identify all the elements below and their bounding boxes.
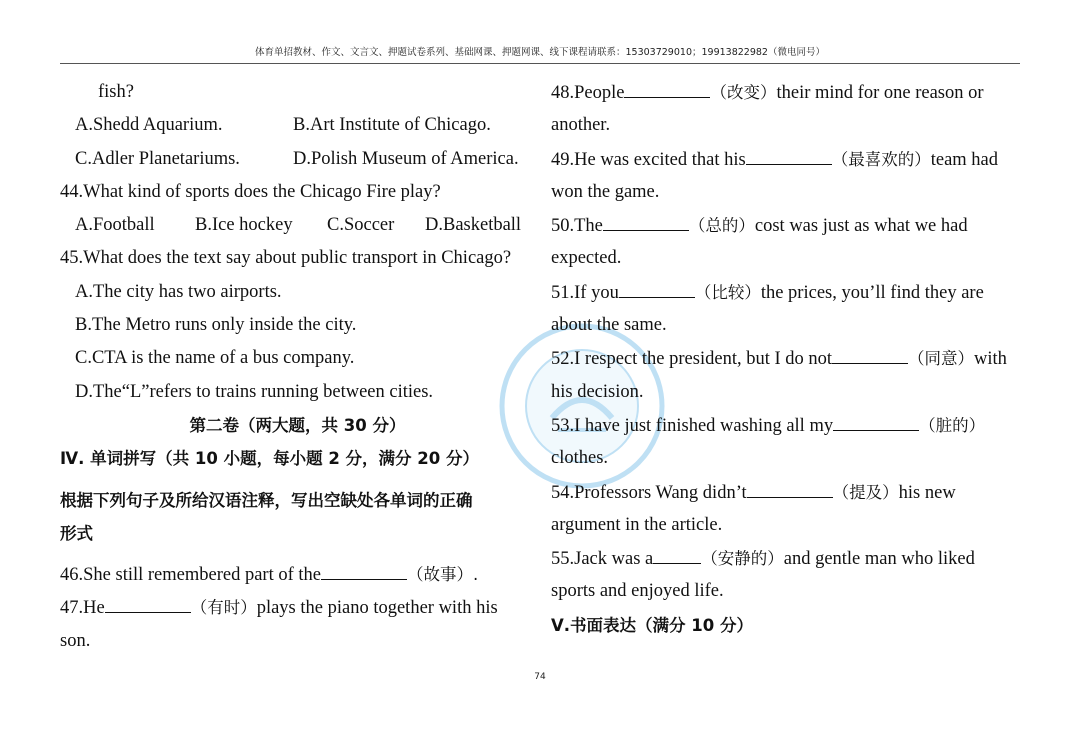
question-50-cont: expected. [551, 248, 622, 269]
question-text: plays the piano together with his [256, 598, 498, 619]
question-48-cont: another. [551, 115, 611, 136]
question-text: 52.I respect the president, but I do not [551, 349, 833, 370]
chinese-hint: （提及） [832, 482, 899, 502]
question-45: 45.What does the text say about public transport in Chicago? [60, 248, 512, 269]
answer-blank[interactable] [746, 146, 832, 165]
question-text: 54.Professors Wang didn’t [551, 482, 747, 503]
answer-blank[interactable] [833, 412, 919, 431]
question-text: 48.People [551, 83, 625, 103]
question-52-cont: his decision. [551, 381, 644, 402]
chinese-hint: （总的） [688, 216, 755, 236]
question-text: and gentle man who liked [783, 549, 975, 570]
instructions-cont: 形式 [60, 523, 93, 543]
answer-blank[interactable] [832, 345, 908, 364]
question-51-cont: about the same. [551, 315, 667, 336]
question-48 [551, 76, 1026, 109]
option-d: D.Polish Museum of America. [293, 148, 519, 169]
right-column [551, 76, 1026, 642]
question-53 [551, 409, 1026, 442]
question-55 [551, 542, 1026, 575]
option-d: D.Basketball [425, 215, 522, 236]
answer-blank[interactable] [105, 594, 191, 613]
question-text: 49.He was excited that his [551, 149, 746, 170]
chinese-hint: （改变） [710, 83, 777, 102]
chinese-hint: （最喜欢的） [831, 149, 931, 169]
answer-options [60, 109, 535, 142]
question-47 [60, 591, 535, 624]
instructions: 根据下列句子及所给汉语注释，写出空缺处各单词的正确 [60, 490, 473, 510]
question-text: cost was just as what we had [754, 216, 968, 237]
option-c: C.Soccer [327, 215, 395, 236]
option-b: B.Ice hockey [195, 215, 293, 236]
question-52 [551, 342, 1026, 375]
question-text: the prices, you’ll find they are [760, 282, 984, 303]
page-number: 74 [534, 672, 546, 682]
option-a: A.Shedd Aquarium. [75, 115, 223, 136]
answer-blank[interactable] [603, 212, 689, 231]
question-55-cont: sports and enjoyed life. [551, 581, 724, 602]
question-text: 53.I have just finished washing all my [551, 415, 834, 436]
answer-blank[interactable] [624, 79, 710, 98]
question-47-cont: son. [60, 630, 91, 651]
chinese-hint: （比较） [694, 282, 761, 302]
question-text: 50.The [551, 216, 603, 237]
answer-options [60, 143, 535, 176]
question-text: their mind for one reason or [776, 83, 984, 103]
answer-blank[interactable] [321, 561, 407, 580]
chinese-hint: （安静的） [701, 549, 784, 569]
question-text: 55.Jack was a [551, 549, 654, 570]
answer-blank[interactable] [747, 479, 833, 498]
section-five-title: Ⅴ.书面表达（满分 10 分） [551, 615, 753, 635]
question-54-cont: argument in the article. [551, 514, 723, 535]
question-line: fish? [98, 82, 134, 102]
chinese-hint: （有时） [190, 598, 257, 618]
answer-blank[interactable] [619, 279, 695, 298]
question-50 [551, 209, 1026, 242]
question-text: with [974, 349, 1007, 370]
question-49-cont: won the game. [551, 181, 660, 202]
option-c: C.CTA is the name of a bus company. [75, 348, 355, 369]
chinese-hint: （脏的） [919, 415, 986, 435]
option-a: A.The city has two airports. [75, 281, 282, 302]
section-four-title: Ⅳ. 单词拼写（共 10 小题，每小题 2 分，满分 20 分） [60, 449, 480, 469]
question-text: 51.If you [551, 282, 619, 303]
option-b: B.Art Institute of Chicago. [293, 115, 491, 136]
answer-options [60, 209, 535, 242]
answer-blank[interactable] [653, 545, 701, 564]
chinese-hint: （故事）. [406, 565, 479, 585]
option-d: D.The“L”refers to trains running between cities. [75, 381, 434, 402]
left-column [60, 76, 535, 658]
question-text: his new [898, 482, 956, 503]
chinese-hint: （同意） [908, 349, 975, 369]
question-44: 44.What kind of sports does the Chicago Fire play? [60, 181, 441, 202]
page-header: 体育单招教材、作文、文言文、押题试卷系列、基础网课、押题网课、线下课程请联系：15303729010；19913822982（微电同号） [60, 45, 1020, 64]
question-text: team had [930, 149, 999, 170]
question-49 [551, 143, 1026, 176]
option-b: B.The Metro runs only inside the city. [75, 315, 357, 336]
part-two-title: 第二卷（两大题，共 30 分） [189, 415, 406, 435]
question-text: 47.He [60, 598, 105, 619]
question-46 [60, 558, 535, 591]
question-53-cont: clothes. [551, 448, 609, 469]
option-c: C.Adler Planetariums. [75, 148, 240, 169]
question-54 [551, 476, 1026, 509]
option-a: A.Football [75, 215, 155, 236]
question-51 [551, 276, 1026, 309]
question-text: 46.She still remembered part of the [60, 565, 321, 586]
